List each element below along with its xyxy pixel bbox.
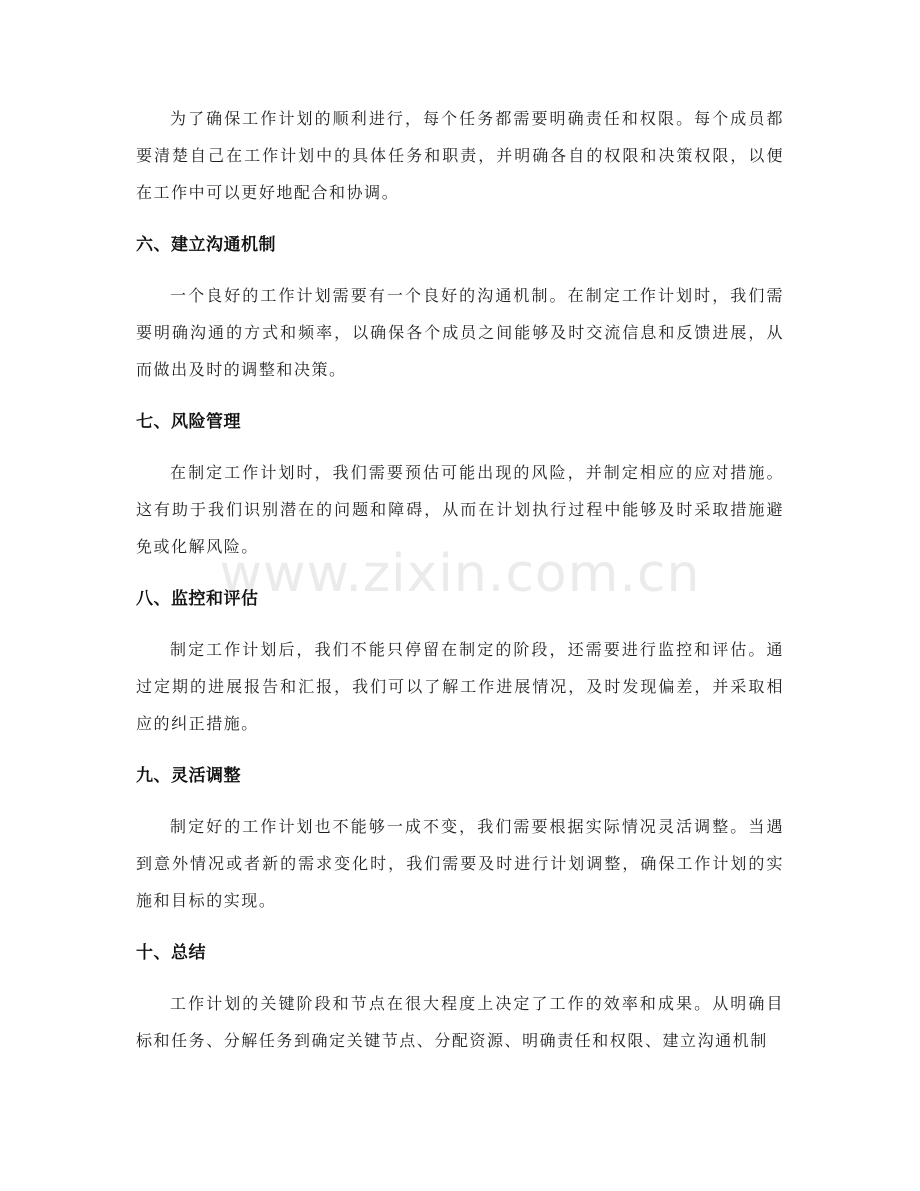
heading-summary: 十、总结 xyxy=(136,943,206,963)
heading-communication: 六、建立沟通机制 xyxy=(136,235,276,255)
heading-adjustment: 九、灵活调整 xyxy=(136,766,241,786)
heading-monitoring: 八、监控和评估 xyxy=(136,589,259,609)
document-body xyxy=(136,100,784,1059)
watermark: www.zixin.com.cn xyxy=(219,544,701,604)
paragraph-adjustment: 制定好的工作计划也不能够一成不变，我们需要根据实际情况灵活调整。当遇到意外情况或者新的需求变化时，我们需要及时进行计划调整，确保工作计划的实施和目标的实现。 xyxy=(136,817,784,910)
paragraph-summary: 工作计划的关键阶段和节点在很大程度上决定了工作的效率和成果。从明确目标和任务、分解任务到确定关键节点、分配资源、明确责任和权限、建立沟通机制 xyxy=(136,994,784,1050)
paragraph-risk: 在制定工作计划时，我们需要预估可能出现的风险，并制定相应的应对措施。这有助于我们识别潜在的问题和障碍，从而在计划执行过程中能够及时采取措施避免或化解风险。 xyxy=(136,463,784,556)
heading-risk: 七、风险管理 xyxy=(136,412,241,432)
paragraph-responsibility: 为了确保工作计划的顺利进行，每个任务都需要明确责任和权限。每个成员都要清楚自己在工作计划中的具体任务和职责，并明确各自的权限和决策权限，以便在工作中可以更好地配合和协调。 xyxy=(136,109,784,202)
paragraph-monitoring: 制定工作计划后，我们不能只停留在制定的阶段，还需要进行监控和评估。通过定期的进展报告和汇报，我们可以了解工作进展情况，及时发现偏差，并采取相应的纠正措施。 xyxy=(136,640,784,733)
paragraph-communication: 一个良好的工作计划需要有一个良好的沟通机制。在制定工作计划时，我们需要明确沟通的方式和频率，以确保各个成员之间能够及时交流信息和反馈进展，从而做出及时的调整和决策。 xyxy=(136,286,784,379)
